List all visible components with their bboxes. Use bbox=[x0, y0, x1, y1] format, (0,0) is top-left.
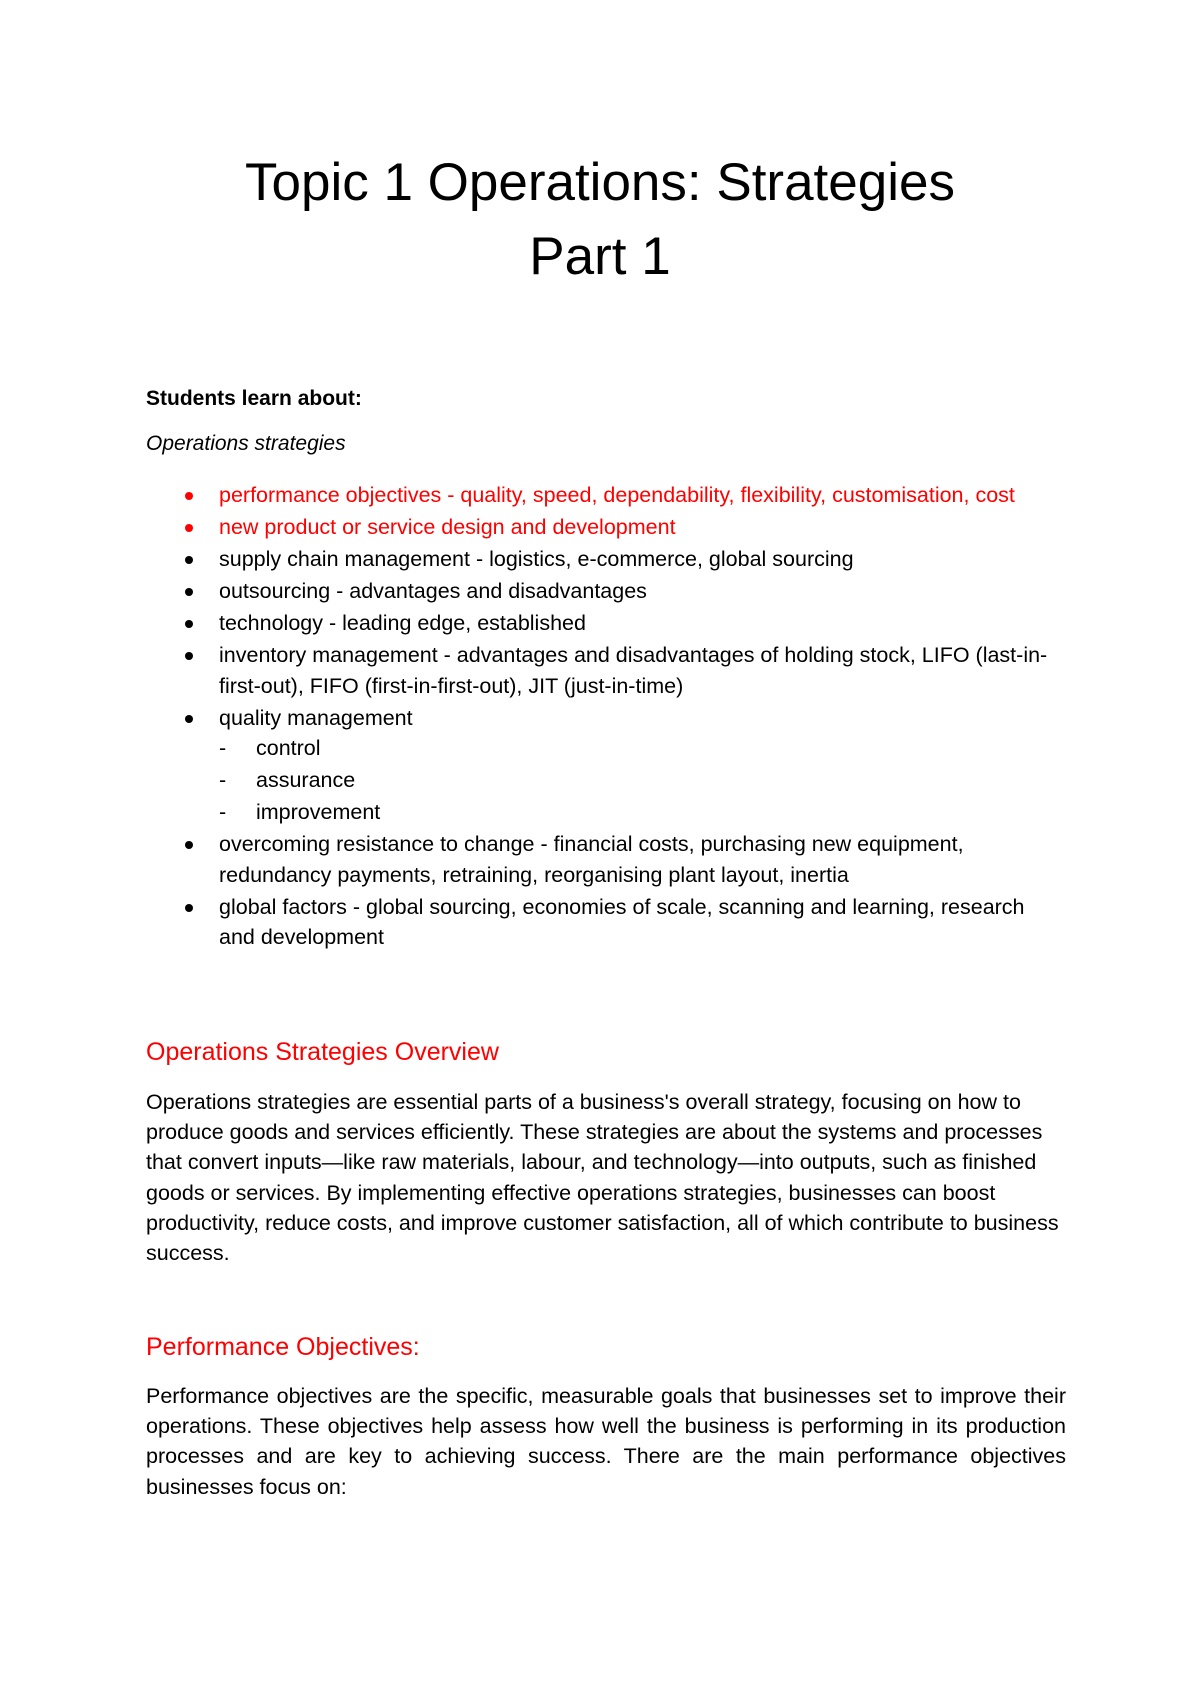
list-item bbox=[146, 480, 1066, 511]
list-item-text: global factors - global sourcing, economies of scale, scanning and learning, research and development bbox=[219, 894, 1025, 949]
list-item-text: overcoming resistance to change - financial costs, purchasing new equipment, redundancy payments, retraining, reorganising plant layout, inertia bbox=[219, 832, 964, 887]
list-item-text: new product or service design and development bbox=[219, 515, 676, 539]
list-item bbox=[146, 892, 1066, 953]
bullet-icon bbox=[185, 904, 193, 912]
performance-objectives-paragraph: Performance objectives are the specific, measurable goals that businesses set to improve their operations. These objectives help assess how well the business is performing in its production processes and are key to achieving success. There are the main performance objectives businesses focus on: bbox=[146, 1384, 1066, 1499]
list-item bbox=[146, 544, 1066, 575]
list-item bbox=[146, 512, 1066, 543]
dash-icon: - bbox=[219, 768, 227, 792]
list-item-text: inventory management - advantages and disadvantages of holding stock, LIFO (last-in-first-out), FIFO (first-in-first-out), JIT (just-in-time) bbox=[219, 643, 1048, 698]
bullet-icon bbox=[185, 524, 193, 532]
overview-heading: Operations Strategies Overview bbox=[146, 1038, 499, 1066]
list-item bbox=[146, 829, 1066, 890]
bullet-icon bbox=[185, 841, 193, 849]
quality-sublist bbox=[219, 733, 1066, 828]
sublist-item bbox=[219, 765, 1066, 796]
list-item bbox=[146, 640, 1066, 701]
list-item bbox=[146, 576, 1066, 607]
list-item-text: quality management bbox=[219, 705, 413, 730]
sublist-item-text: assurance bbox=[256, 768, 356, 792]
students-learn-heading: Students learn about: bbox=[146, 387, 362, 410]
dash-icon: - bbox=[219, 800, 227, 824]
sublist-item-text: control bbox=[256, 736, 321, 760]
list-item-text: performance objectives - quality, speed, dependability, flexibility, customisation, cost bbox=[219, 483, 1015, 507]
list-item bbox=[146, 703, 1066, 828]
page-title bbox=[0, 146, 1200, 294]
bullet-icon bbox=[185, 556, 193, 564]
operations-strategies-subheading: Operations strategies bbox=[146, 432, 346, 455]
list-item bbox=[146, 608, 1066, 639]
bullet-icon bbox=[185, 620, 193, 628]
overview-paragraph: Operations strategies are essential parts of a business's overall strategy, focusing on how to produce goods and services efficiently. These strategies are about the systems and processes that convert inputs—like raw materials, labour, and technology—into outputs, such as finished goods or services. By implementing effective operations strategies, businesses can boost productivity, reduce costs, and improve customer satisfaction, all of which contribute to business success. bbox=[146, 1090, 1059, 1266]
performance-objectives-heading: Performance Objectives: bbox=[146, 1333, 420, 1361]
dash-icon: - bbox=[219, 736, 227, 760]
sublist-item bbox=[219, 797, 1066, 828]
bullet-icon bbox=[185, 492, 193, 500]
sublist-item bbox=[219, 733, 1066, 764]
list-item-text: outsourcing - advantages and disadvantages bbox=[219, 579, 647, 603]
title-line-1: Topic 1 Operations: Strategies bbox=[245, 153, 955, 212]
bullet-icon bbox=[185, 588, 193, 596]
syllabus-list bbox=[146, 480, 1066, 954]
title-line-2: Part 1 bbox=[529, 227, 671, 286]
bullet-icon bbox=[185, 715, 193, 723]
list-item-text: supply chain management - logistics, e-commerce, global sourcing bbox=[219, 547, 854, 571]
list-item-text: technology - leading edge, established bbox=[219, 611, 586, 635]
sublist-item-text: improvement bbox=[256, 800, 381, 824]
bullet-icon bbox=[185, 652, 193, 660]
